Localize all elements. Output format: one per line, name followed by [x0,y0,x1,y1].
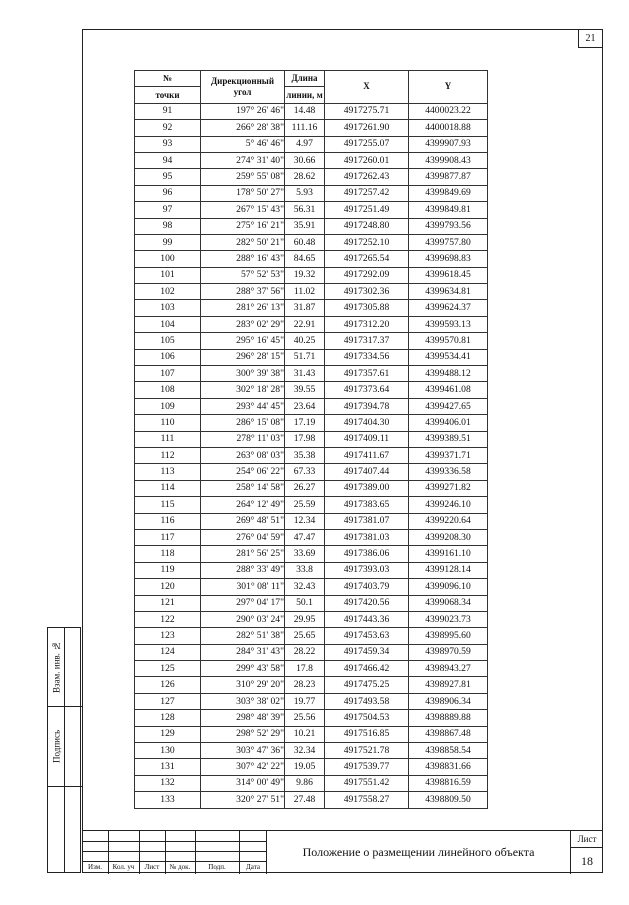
table-row [135,382,488,398]
cell-line-length: 35.91 [285,218,325,234]
cell-direction-angle: 314° 00' 49" [201,775,285,791]
table-row [135,464,488,480]
table-row [135,136,488,152]
cell-x: 4917305.88 [325,300,409,316]
cell-x: 4917381.07 [325,513,409,529]
table-row [135,234,488,250]
cell-line-length: 25.56 [285,710,325,726]
table-row [135,284,488,300]
table-row [135,480,488,496]
table-row [135,628,488,644]
table-row [135,726,488,742]
cell-x: 4917459.34 [325,644,409,660]
table-row [135,579,488,595]
cell-line-length: 33.69 [285,546,325,562]
cell-point-number: 101 [135,267,201,283]
cell-line-length: 51.71 [285,349,325,365]
cell-y: 4399389.51 [409,431,488,447]
cell-point-number: 105 [135,333,201,349]
cell-point-number: 121 [135,595,201,611]
cell-point-number: 118 [135,546,201,562]
table-row [135,349,488,365]
cell-y: 4399534.41 [409,349,488,365]
cell-x: 4917248.80 [325,218,409,234]
header-length-bottom: линии, м [285,87,325,103]
table-row [135,398,488,414]
cell-line-length: 28.62 [285,169,325,185]
cell-point-number: 114 [135,480,201,496]
cell-point-number: 91 [135,103,201,119]
cell-direction-angle: 282° 51' 38" [201,628,285,644]
cell-point-number: 110 [135,415,201,431]
cell-line-length: 111.16 [285,120,325,136]
cell-x: 4917252.10 [325,234,409,250]
table-row [135,267,488,283]
cell-direction-angle: 264° 12' 49" [201,497,285,513]
cell-x: 4917393.03 [325,562,409,578]
table-row [135,595,488,611]
sheet-box [570,831,603,874]
cell-direction-angle: 288° 33' 49" [201,562,285,578]
cell-point-number: 115 [135,497,201,513]
table-row [135,333,488,349]
cell-point-number: 133 [135,792,201,808]
cell-direction-angle: 295° 16' 45" [201,333,285,349]
cell-line-length: 5.93 [285,185,325,201]
side-label-sign: Подпись [51,729,62,763]
cell-direction-angle: 178° 50' 27" [201,185,285,201]
cell-point-number: 95 [135,169,201,185]
table-row [135,366,488,382]
cell-point-number: 132 [135,775,201,791]
cell-y: 4399624.37 [409,300,488,316]
cell-line-length: 11.02 [285,284,325,300]
cell-direction-angle: 293° 44' 45" [201,398,285,414]
table-row [135,710,488,726]
table-row [135,743,488,759]
cell-x: 4917539.77 [325,759,409,775]
header-length-top: Длина [285,71,325,87]
cell-direction-angle: 298° 52' 29" [201,726,285,742]
cell-line-length: 23.64 [285,398,325,414]
cell-line-length: 4.97 [285,136,325,152]
table-row [135,185,488,201]
cell-x: 4917504.53 [325,710,409,726]
cell-line-length: 84.65 [285,251,325,267]
cell-line-length: 19.77 [285,693,325,709]
cell-x: 4917551.42 [325,775,409,791]
cell-y: 4399488.12 [409,366,488,382]
cell-y: 4399849.81 [409,202,488,218]
cell-direction-angle: 278° 11' 03" [201,431,285,447]
cell-point-number: 100 [135,251,201,267]
header-num-top: № [135,71,201,87]
cell-y: 4399023.73 [409,611,488,627]
cell-x: 4917292.09 [325,267,409,283]
cell-x: 4917260.01 [325,152,409,168]
cell-y: 4398927.81 [409,677,488,693]
cell-x: 4917521.78 [325,743,409,759]
cell-y: 4399757.80 [409,234,488,250]
side-stamp-divider [65,786,82,787]
caption-izm: Изм. [88,863,102,871]
cell-direction-angle: 300° 39' 38" [201,366,285,382]
cell-direction-angle: 254° 06' 22" [201,464,285,480]
cell-point-number: 125 [135,661,201,677]
table-row [135,251,488,267]
cell-direction-angle: 288° 37' 56" [201,284,285,300]
cell-y: 4399336.58 [409,464,488,480]
cell-point-number: 102 [135,284,201,300]
cell-point-number: 128 [135,710,201,726]
cell-y: 4398995.60 [409,628,488,644]
cell-line-length: 60.48 [285,234,325,250]
cell-direction-angle: 296° 28' 15" [201,349,285,365]
table-row [135,218,488,234]
sheet-label: Лист [571,831,603,848]
cell-direction-angle: 267° 15' 43" [201,202,285,218]
cell-point-number: 112 [135,447,201,463]
cell-line-length: 19.05 [285,759,325,775]
cell-y: 4399877.87 [409,169,488,185]
cell-line-length: 26.27 [285,480,325,496]
cell-y: 4399246.10 [409,497,488,513]
side-stamp-divider [48,786,64,787]
cell-x: 4917475.25 [325,677,409,693]
cell-y: 4400018.88 [409,120,488,136]
cell-point-number: 120 [135,579,201,595]
cell-point-number: 113 [135,464,201,480]
table-row [135,611,488,627]
cell-y: 4399161.10 [409,546,488,562]
side-label-inv: Взам. инв. № [51,640,62,694]
cell-direction-angle: 5° 46' 46" [201,136,285,152]
cell-direction-angle: 275° 16' 21" [201,218,285,234]
cell-direction-angle: 302° 18' 28" [201,382,285,398]
table-row [135,775,488,791]
sheet-number: 18 [581,854,593,868]
cell-x: 4917261.90 [325,120,409,136]
table-row [135,546,488,562]
cell-point-number: 126 [135,677,201,693]
cell-y: 4399907.93 [409,136,488,152]
table-row [135,447,488,463]
cell-y: 4399593.13 [409,316,488,332]
cell-x: 4917466.42 [325,661,409,677]
cell-x: 4917516.85 [325,726,409,742]
cell-direction-angle: 297° 04' 17" [201,595,285,611]
cell-line-length: 31.43 [285,366,325,382]
caption-kol-uch: Кол. уч [112,863,135,871]
cell-x: 4917317.37 [325,333,409,349]
cell-point-number: 127 [135,693,201,709]
cell-y: 4399128.14 [409,562,488,578]
cell-point-number: 99 [135,234,201,250]
cell-point-number: 122 [135,611,201,627]
cell-line-length: 28.22 [285,644,325,660]
title-block-grid [82,831,267,874]
table-row [135,792,488,808]
cell-y: 4399406.01 [409,415,488,431]
cell-line-length: 47.47 [285,529,325,545]
cell-point-number: 97 [135,202,201,218]
cell-y: 4399634.81 [409,284,488,300]
table-row [135,316,488,332]
cell-point-number: 107 [135,366,201,382]
cell-x: 4917394.78 [325,398,409,414]
cell-line-length: 39.55 [285,382,325,398]
cell-x: 4917409.11 [325,431,409,447]
cell-y: 4398906.34 [409,693,488,709]
cell-y: 4398889.88 [409,710,488,726]
cell-line-length: 14.48 [285,103,325,119]
table-row [135,202,488,218]
cell-x: 4917404.30 [325,415,409,431]
cell-x: 4917334.56 [325,349,409,365]
cell-direction-angle: 298° 48' 39" [201,710,285,726]
cell-y: 4399068.34 [409,595,488,611]
cell-x: 4917373.64 [325,382,409,398]
cell-direction-angle: 303° 47' 36" [201,743,285,759]
cell-x: 4917386.06 [325,546,409,562]
cell-point-number: 117 [135,529,201,545]
cell-x: 4917403.79 [325,579,409,595]
cell-line-length: 32.43 [285,579,325,595]
cell-direction-angle: 263° 08' 03" [201,447,285,463]
cell-point-number: 106 [135,349,201,365]
cell-x: 4917255.07 [325,136,409,152]
cell-line-length: 33.8 [285,562,325,578]
cell-y: 4399908.43 [409,152,488,168]
cell-x: 4917453.63 [325,628,409,644]
cell-line-length: 17.19 [285,415,325,431]
cell-line-length: 17.8 [285,661,325,677]
cell-y: 4399698.83 [409,251,488,267]
cell-y: 4399461.08 [409,382,488,398]
table-row [135,169,488,185]
side-stamp-divider [65,706,82,707]
cell-y: 4399271.82 [409,480,488,496]
cell-direction-angle: 269° 48' 51" [201,513,285,529]
table-row [135,300,488,316]
cell-y: 4398970.59 [409,644,488,660]
table-row [135,644,488,660]
caption-list: Лист [144,863,160,871]
cell-direction-angle: 259° 55' 08" [201,169,285,185]
cell-point-number: 108 [135,382,201,398]
cell-line-length: 25.65 [285,628,325,644]
cell-line-length: 29.95 [285,611,325,627]
cell-direction-angle: 307° 42' 22" [201,759,285,775]
cell-direction-angle: 286° 15' 08" [201,415,285,431]
cell-direction-angle: 288° 16' 43" [201,251,285,267]
caption-doc-num: № док. [169,863,191,871]
cell-y: 4399618.45 [409,267,488,283]
cell-point-number: 98 [135,218,201,234]
cell-y: 4399570.81 [409,333,488,349]
cell-direction-angle: 310° 29' 20" [201,677,285,693]
cell-y: 4399220.64 [409,513,488,529]
table-row [135,431,488,447]
cell-line-length: 40.25 [285,333,325,349]
table-row [135,529,488,545]
cell-y: 4398943.27 [409,661,488,677]
cell-point-number: 130 [135,743,201,759]
cell-point-number: 123 [135,628,201,644]
cell-direction-angle: 303° 38' 02" [201,693,285,709]
table-row [135,677,488,693]
cell-y: 4399371.71 [409,447,488,463]
cell-y: 4398867.48 [409,726,488,742]
cell-point-number: 124 [135,644,201,660]
cell-direction-angle: 281° 26' 13" [201,300,285,316]
page-number-top: 21 [578,30,602,48]
cell-point-number: 92 [135,120,201,136]
cell-direction-angle: 258° 14' 58" [201,480,285,496]
table-row [135,497,488,513]
title-block [82,830,603,873]
cell-x: 4917407.44 [325,464,409,480]
coordinates-table [134,70,488,809]
cell-x: 4917257.42 [325,185,409,201]
cell-direction-angle: 320° 27' 51" [201,792,285,808]
cell-x: 4917493.58 [325,693,409,709]
cell-line-length: 31.87 [285,300,325,316]
cell-point-number: 93 [135,136,201,152]
cell-x: 4917389.00 [325,480,409,496]
cell-direction-angle: 282° 50' 21" [201,234,285,250]
header-x: X [325,71,409,104]
cell-line-length: 9.86 [285,775,325,791]
cell-line-length: 22.91 [285,316,325,332]
cell-line-length: 32.34 [285,743,325,759]
table-row [135,120,488,136]
cell-point-number: 131 [135,759,201,775]
cell-y: 4398858.54 [409,743,488,759]
caption-date: Дата [246,863,260,871]
header-num-bottom: точки [135,87,201,103]
cell-point-number: 104 [135,316,201,332]
cell-line-length: 27.48 [285,792,325,808]
cell-direction-angle: 266° 28' 38" [201,120,285,136]
cell-line-length: 19.32 [285,267,325,283]
cell-x: 4917312.20 [325,316,409,332]
cell-y: 4398816.59 [409,775,488,791]
cell-y: 4399849.69 [409,185,488,201]
cell-line-length: 25.59 [285,497,325,513]
cell-point-number: 109 [135,398,201,414]
table-row [135,759,488,775]
cell-y: 4399096.10 [409,579,488,595]
document-title: Положение о размещении линейного объекта [302,845,535,859]
header-angle: Дирекционный угол [201,71,285,104]
cell-line-length: 67.33 [285,464,325,480]
cell-direction-angle: 276° 04' 59" [201,529,285,545]
cell-x: 4917420.56 [325,595,409,611]
table-row [135,661,488,677]
side-stamp-value-column [65,628,82,872]
table-row [135,415,488,431]
cell-direction-angle: 299° 43' 58" [201,661,285,677]
cell-x: 4917558.27 [325,792,409,808]
cell-line-length: 17.98 [285,431,325,447]
cell-y: 4399793.56 [409,218,488,234]
cell-direction-angle: 290° 03' 24" [201,611,285,627]
table-row [135,513,488,529]
cell-direction-angle: 301° 08' 11" [201,579,285,595]
cell-x: 4917265.54 [325,251,409,267]
cell-x: 4917262.43 [325,169,409,185]
cell-y: 4400023.22 [409,103,488,119]
header-y: Y [409,71,488,104]
cell-point-number: 96 [135,185,201,201]
cell-y: 4399427.65 [409,398,488,414]
cell-line-length: 50.1 [285,595,325,611]
cell-point-number: 119 [135,562,201,578]
cell-point-number: 111 [135,431,201,447]
coordinates-table-body [135,103,488,808]
cell-line-length: 10.21 [285,726,325,742]
cell-point-number: 129 [135,726,201,742]
cell-line-length: 28.23 [285,677,325,693]
cell-direction-angle: 274° 31' 40" [201,152,285,168]
cell-line-length: 30.66 [285,152,325,168]
cell-point-number: 116 [135,513,201,529]
cell-x: 4917251.49 [325,202,409,218]
cell-direction-angle: 284° 31' 43" [201,644,285,660]
cell-direction-angle: 197° 26' 46" [201,103,285,119]
table-row [135,693,488,709]
cell-direction-angle: 281° 56' 25" [201,546,285,562]
cell-y: 4399208.30 [409,529,488,545]
cell-line-length: 12.34 [285,513,325,529]
table-row [135,103,488,119]
table-row [135,152,488,168]
side-stamp-label-column [48,628,65,872]
cell-line-length: 35.38 [285,447,325,463]
cell-y: 4398809.50 [409,792,488,808]
cell-direction-angle: 283° 02' 29" [201,316,285,332]
cell-x: 4917443.36 [325,611,409,627]
cell-x: 4917381.03 [325,529,409,545]
side-stamp [47,627,81,873]
caption-signature: Подп. [208,863,226,871]
cell-x: 4917275.71 [325,103,409,119]
cell-x: 4917357.61 [325,366,409,382]
cell-x: 4917302.36 [325,284,409,300]
cell-y: 4398831.66 [409,759,488,775]
cell-line-length: 56.31 [285,202,325,218]
cell-x: 4917383.65 [325,497,409,513]
cell-point-number: 103 [135,300,201,316]
cell-point-number: 94 [135,152,201,168]
cell-x: 4917411.67 [325,447,409,463]
table-row [135,562,488,578]
cell-direction-angle: 57° 52' 53" [201,267,285,283]
